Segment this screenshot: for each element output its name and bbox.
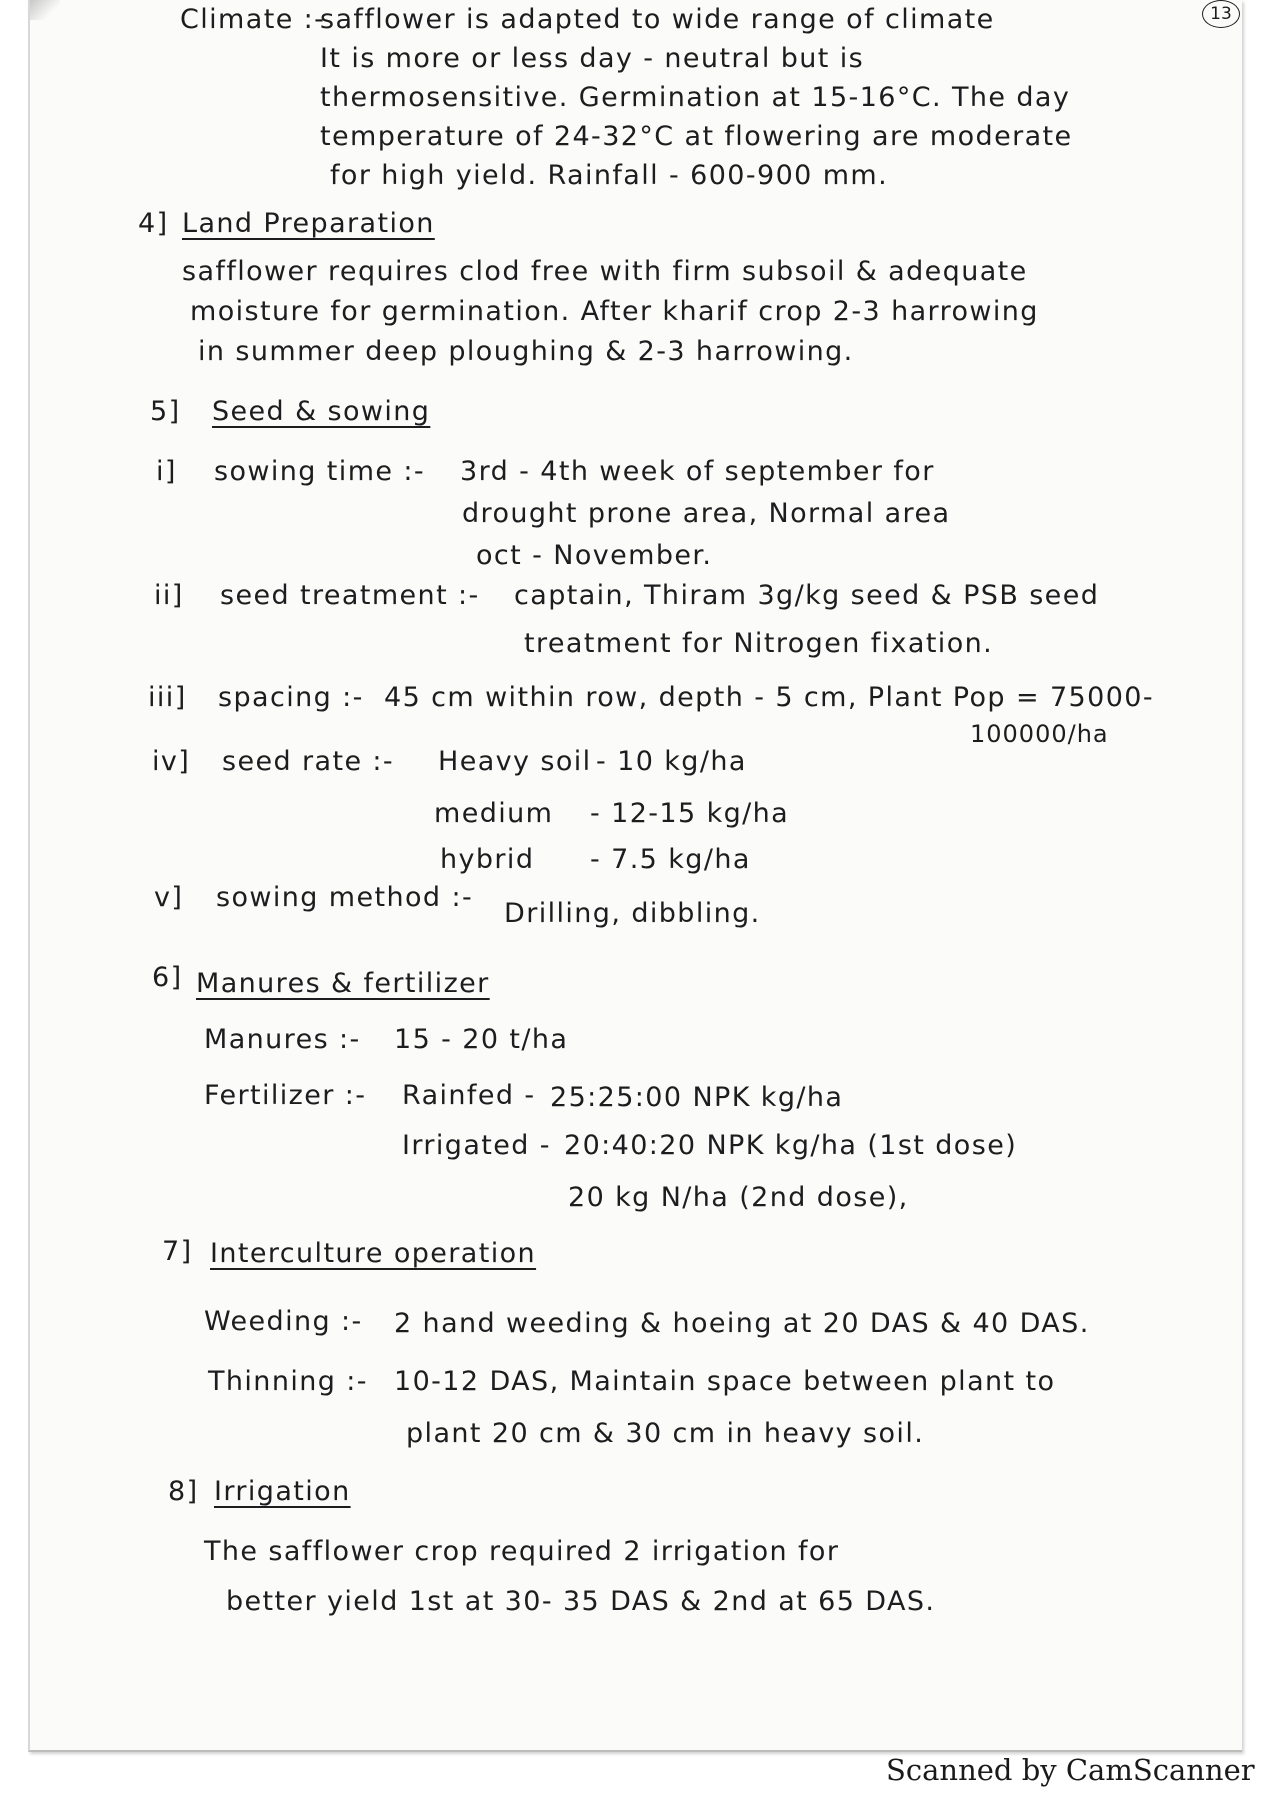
spacing-label: spacing :-: [218, 682, 364, 713]
seed-treatment-numeral: ii]: [154, 580, 184, 611]
scanner-watermark: Scanned by CamScanner: [886, 1753, 1255, 1787]
scanned-page: [28, 0, 1242, 1752]
spacing-line: 45 cm within row, depth - 5 cm, Plant Pop = 75000-: [384, 682, 1154, 713]
sowing-time-line-3: oct - November.: [476, 540, 713, 571]
climate-heading: Climate :-: [180, 4, 326, 35]
fertilizer-label: Fertilizer :-: [204, 1080, 367, 1111]
thinning-label: Thinning :-: [208, 1366, 368, 1397]
thinning-cont: plant 20 cm & 30 cm in heavy soil.: [406, 1418, 925, 1449]
seed-rate-value-hybrid: - 7.5 kg/ha: [590, 844, 751, 875]
seed-rate-numeral: iv]: [152, 746, 191, 777]
land-prep-heading: Land Preparation: [182, 208, 435, 239]
seed-rate-label: seed rate :-: [222, 746, 395, 777]
sowing-time-label: sowing time :-: [214, 456, 426, 487]
land-prep-number: 4]: [138, 208, 169, 239]
spacing-numeral: iii]: [148, 682, 187, 713]
weeding-label: Weeding :-: [204, 1306, 363, 1337]
irrigation-line-2: better yield 1st at 30- 35 DAS & 2nd at 65 DAS.: [226, 1586, 936, 1617]
climate-line-5: for high yield. Rainfall - 600-900 mm.: [330, 160, 889, 191]
sowing-time-line-1: 3rd - 4th week of september for: [460, 456, 935, 487]
interculture-number: 7]: [162, 1236, 193, 1267]
sowing-method-label: sowing method :-: [216, 882, 474, 913]
land-prep-line-1: safflower requires clod free with firm subsoil & adequate: [182, 256, 1028, 287]
second-dose: 20 kg N/ha (2nd dose),: [568, 1182, 909, 1213]
sowing-method-value: Drilling, dibbling.: [504, 898, 761, 929]
seed-treatment-line-1: captain, Thiram 3g/kg seed & PSB seed: [514, 580, 1100, 611]
manures-label: Manures :-: [204, 1024, 361, 1055]
manures-heading: Manures & fertilizer: [196, 968, 490, 999]
manures-value: 15 - 20 t/ha: [394, 1024, 569, 1055]
climate-line-1: safflower is adapted to wide range of climate: [320, 4, 995, 35]
climate-line-3: thermosensitive. Germination at 15-16°C. The day: [320, 82, 1071, 113]
interculture-heading: Interculture operation: [210, 1238, 537, 1269]
spacing-line-cont: 100000/ha: [970, 720, 1109, 748]
seed-treatment-line-2: treatment for Nitrogen fixation.: [524, 628, 994, 659]
rainfed-label: Rainfed -: [402, 1080, 536, 1111]
seed-rate-soil-hybrid: hybrid: [440, 844, 535, 875]
manures-number: 6]: [152, 962, 183, 993]
climate-line-2: It is more or less day - neutral but is: [320, 43, 865, 74]
seed-sowing-heading: Seed & sowing: [212, 396, 431, 427]
seed-rate-value-medium: - 12-15 kg/ha: [590, 798, 790, 829]
climate-line-4: temperature of 24-32°C at flowering are moderate: [320, 121, 1073, 152]
irrigation-line-1: The safflower crop required 2 irrigation for: [204, 1536, 840, 1567]
seed-treatment-label: seed treatment :-: [220, 580, 480, 611]
page-number: 13: [1202, 0, 1240, 28]
thinning-value: 10-12 DAS, Maintain space between plant to: [394, 1366, 1056, 1397]
sowing-time-numeral: i]: [156, 456, 177, 487]
page-corner-shadow: [30, 0, 60, 20]
seed-rate-soil-medium: medium: [434, 798, 554, 829]
seed-rate-value-heavy: - 10 kg/ha: [596, 746, 747, 777]
irrigated-value: 20:40:20 NPK kg/ha (1st dose): [564, 1130, 1018, 1161]
seed-sowing-number: 5]: [150, 396, 181, 427]
seed-rate-soil-heavy: Heavy soil: [438, 746, 592, 777]
weeding-value: 2 hand weeding & hoeing at 20 DAS & 40 DAS.: [394, 1308, 1090, 1339]
rainfed-value: 25:25:00 NPK kg/ha: [550, 1082, 844, 1113]
sowing-method-numeral: v]: [154, 882, 184, 913]
irrigated-label: Irrigated -: [402, 1130, 551, 1161]
irrigation-heading: Irrigation: [214, 1476, 351, 1507]
land-prep-line-3: in summer deep ploughing & 2-3 harrowing.: [198, 336, 854, 367]
land-prep-line-2: moisture for germination. After kharif crop 2-3 harrowing: [190, 296, 1039, 327]
sowing-time-line-2: drought prone area, Normal area: [462, 498, 951, 529]
irrigation-number: 8]: [168, 1476, 199, 1507]
